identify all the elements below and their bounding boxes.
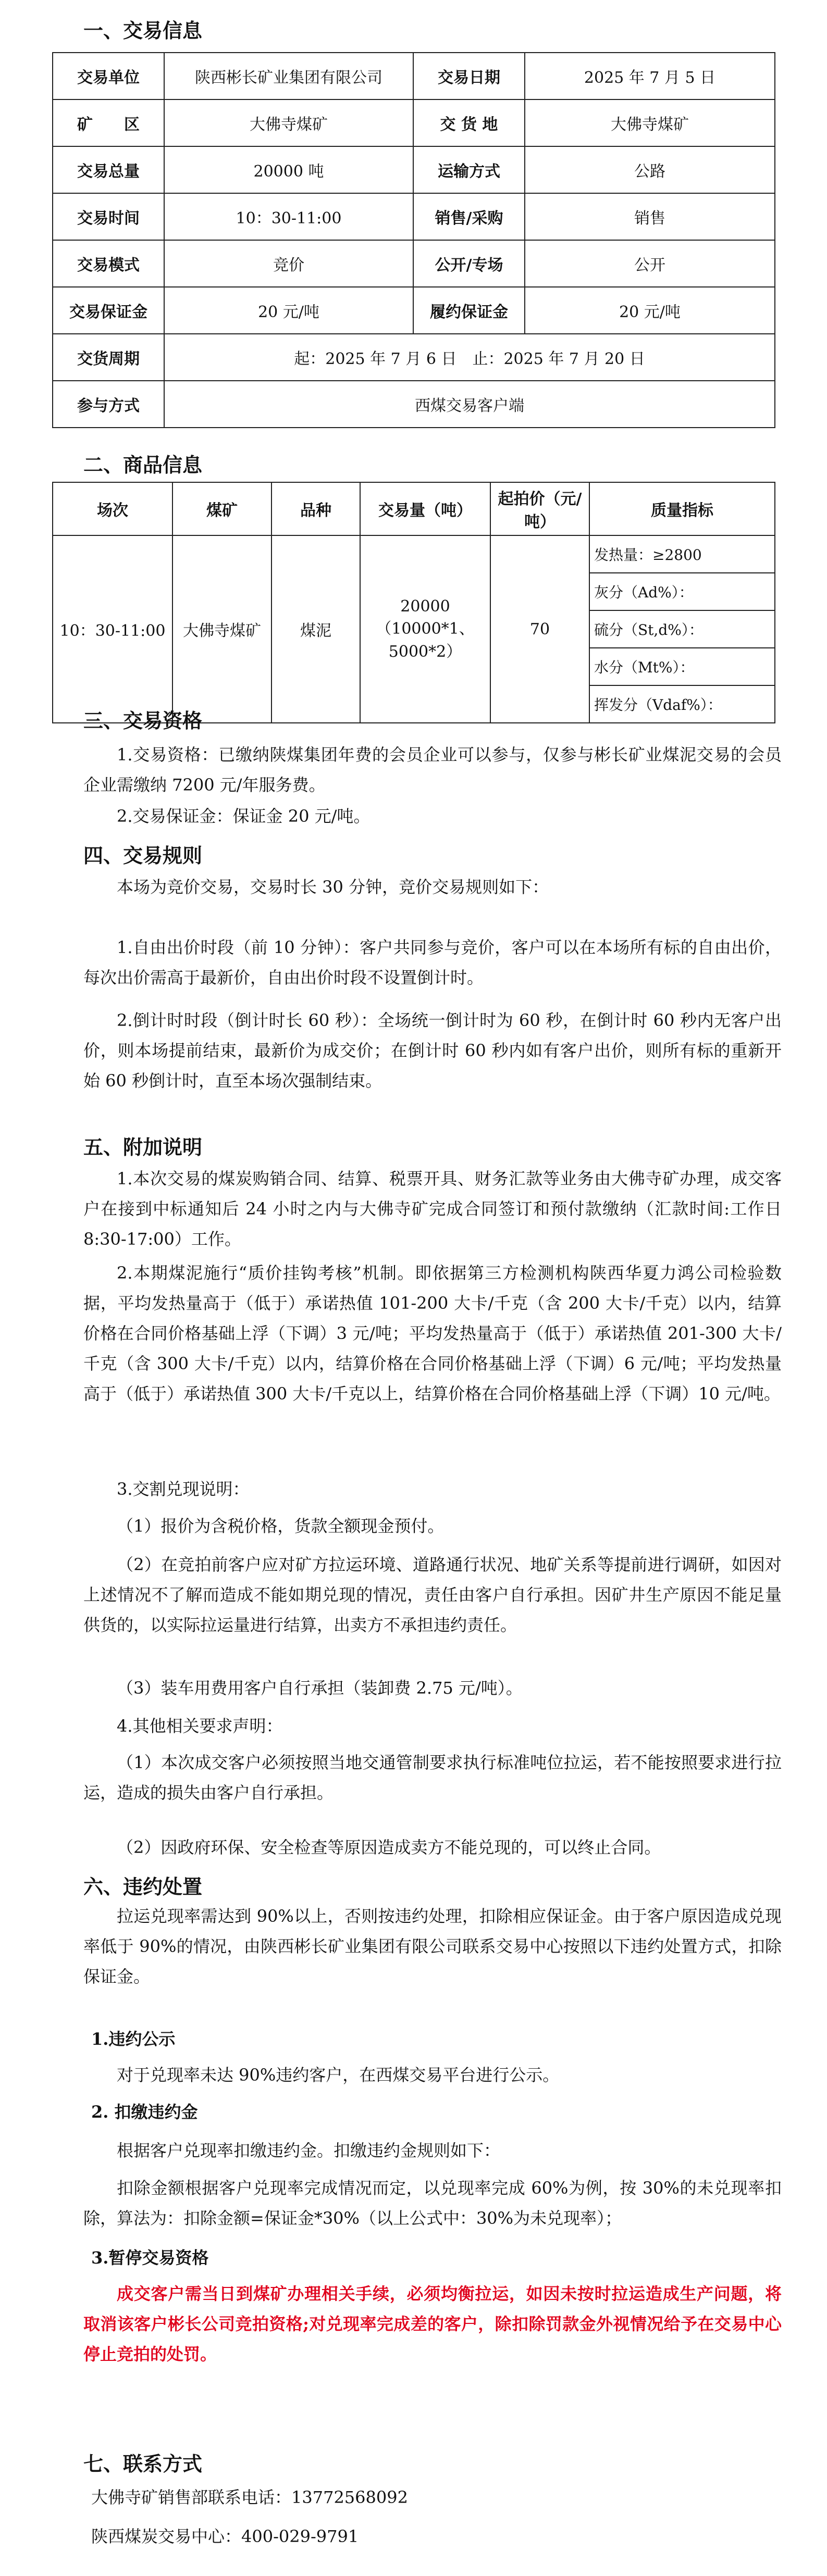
deposit-value: 20 元/吨 [164,287,413,334]
section-title-trade-info: 一、交易信息 [83,19,203,42]
total-label: 交易总量 [53,146,164,193]
section-title-notes: 五、附加说明 [83,1136,203,1159]
quality-calorific: 发热量：≥2800 [589,535,775,573]
default-publicity-text: 对于兑现率未达 90%违约客户，在西煤交易平台进行公示。 [117,2065,560,2085]
quality-moisture: 水分（Mt%）： [589,648,775,685]
goods-table [52,482,775,723]
goods-price: 70 [490,535,589,723]
rules-free-bidding: 1.自由出价时段（前 10 分钟）：客户共同参与竞价，客户可以在本场所有标的自由出价，每次出价需高于最新价，自由出价时段不设置倒计时。 [83,937,782,987]
open-label: 公开/专场 [413,240,525,287]
section-title-goods-info: 二、商品信息 [83,454,203,477]
notes-other-2: （2）因政府环保、安全检查等原因造成卖方不能兑现的，可以终止合同。 [117,1837,661,1857]
goods-mine: 大佛寺煤矿 [172,535,271,723]
mode-label: 交易模式 [53,240,164,287]
notes-delivery-3: （3）装车用费用客户自行承担（装卸费 2.75 元/吨）。 [117,1678,523,1698]
section-title-qualification: 三、交易资格 [83,709,203,732]
notes-other-1: （1）本次成交客户必须按照当地交通管制要求执行标准吨位拉运，若不能按照要求进行拉运，造成的损失由客户自行承担。 [83,1753,782,1803]
seller-label: 交易单位 [53,53,164,99]
table-row [53,193,775,240]
notes-other-heading: 4.其他相关要求声明： [117,1716,283,1736]
table-row [53,53,775,99]
deposit-paragraph: 2.交易保证金：保证金 20 元/吨。 [117,806,371,826]
header-mine: 煤矿 [172,482,271,535]
goods-session: 10：30-11:00 [53,535,172,723]
rules-countdown: 2.倒计时时段（倒计时长 60 秒）：全场统一倒计时为 60 秒，在倒计时 60 秒内无客户出价，则本场提前结束，最新价为成交价；在倒计时 60 秒内如有客户出价，则所有标的重新开始 60 秒倒计时，直至本场次强制结束。 [83,1010,782,1091]
goods-type: 煤泥 [271,535,360,723]
quality-ash: 灰分（Ad%）： [589,573,775,610]
qualification-paragraph: 1.交易资格：已缴纳陕煤集团年费的会员企业可以参与，仅参与彬长矿业煤泥交易的会员企业需缴纳 7200 元/年服务费。 [83,745,782,795]
perf-deposit-value: 20 元/吨 [525,287,775,334]
quality-volatile: 挥发分（Vdaf%）： [589,685,775,723]
table-row [53,99,775,146]
contact-mine-sales: 大佛寺矿销售部联系电话：13772568092 [91,2487,408,2507]
notes-contract: 1.本次交易的煤炭购销合同、结算、税票开具、财务汇款等业务由大佛寺矿办理，成交客户在接到中标通知后 24 小时之内与大佛寺矿完成合同签订和预付款缴纳（汇款时间:工作日 8:30-17:00）工作。 [83,1169,782,1249]
notes-quality-price: 2.本期煤泥施行“质价挂钩考核”机制。即依据第三方检测机构陕西华夏力鸿公司检验数据，平均发热量高于（低于）承诺热值 101-200 大卡/千克（含 200 大卡/千克）以内，结算价格在合同价格基础上浮（下调）3 元/吨；平均发热量高于（低于）承诺热值 201-300 大卡/千克（含 300 大卡/千克）以内，结算价格在合同价格基础上浮（下调）6 元/吨；平均发热量高于（低于）承诺热值 300 大卡/千克以上，结算价格在合同价格基础上浮（下调）10 元/吨。 [83,1263,782,1404]
section-title-rules: 四、交易规则 [83,844,203,867]
delivery-label: 交 货 地 [413,99,525,146]
seller-value: 陕西彬长矿业集团有限公司 [164,53,413,99]
perf-deposit-label: 履约保证金 [413,287,525,334]
section-title-contact: 七、联系方式 [83,2453,203,2475]
header-price: 起拍价（元/吨） [490,482,589,535]
quality-sulfur: 硫分（St,d%）： [589,610,775,648]
sale-label: 销售/采购 [413,193,525,240]
sale-value: 销售 [525,193,775,240]
mine-label: 矿 区 [53,99,164,146]
header-session: 场次 [53,482,172,535]
date-value: 2025 年 7 月 5 日 [525,53,775,99]
table-row [53,146,775,193]
mode-value: 竞价 [164,240,413,287]
open-value: 公开 [525,240,775,287]
default-suspension-text: 成交客户需当日到煤矿办理相关手续，必须均衡拉运，如因未按时拉运造成生产问题，将取消该客户彬长公司竞拍资格;对兑现率完成差的客户，除扣除罚款金外视情况给予在交易中心停止竞拍的处罚。 [83,2284,782,2364]
default-penalty-heading: 2. 扣缴违约金 [91,2102,198,2122]
table-row [53,535,775,573]
deposit-label: 交易保证金 [53,287,164,334]
default-publicity-heading: 1.违约公示 [91,2029,176,2049]
default-penalty-rule: 根据客户兑现率扣缴违约金。扣缴违约金规则如下： [117,2141,501,2160]
default-suspension-heading: 3.暂停交易资格 [91,2248,209,2268]
header-volume: 交易量（吨） [360,482,490,535]
notes-delivery-1: （1）报价为含税价格，货款全额现金预付。 [117,1516,445,1536]
table-row [53,381,775,428]
table-row [53,287,775,334]
contact-exchange-center: 陕西煤炭交易中心：400-029-9791 [91,2527,359,2546]
join-value: 西煤交易客户端 [164,381,775,428]
table-row [53,334,775,381]
default-intro: 拉运兑现率需达到 90%以上，否则按违约处理，扣除相应保证金。由于客户原因造成兑现率低于 90%的情况，由陕西彬长矿业集团有限公司联系交易中心按照以下违约处置方式，扣除保证金。 [83,1906,782,1986]
table-row [53,240,775,287]
notes-delivery-heading: 3.交割兑现说明： [117,1479,250,1499]
delivery-value: 大佛寺煤矿 [525,99,775,146]
total-value: 20000 吨 [164,146,413,193]
goods-volume: 20000（10000*1、5000*2） [360,535,490,723]
period-label: 交货周期 [53,334,164,381]
transport-value: 公路 [525,146,775,193]
time-label: 交易时间 [53,193,164,240]
header-quality: 质量指标 [589,482,775,535]
section-title-default: 六、违约处置 [83,1875,203,1898]
mine-value: 大佛寺煤矿 [164,99,413,146]
period-value: 起：2025 年 7 月 6 日 止：2025 年 7 月 20 日 [164,334,775,381]
trade-info-table [52,52,775,428]
rules-intro: 本场为竞价交易，交易时长 30 分钟，竞价交易规则如下： [117,877,549,897]
date-label: 交易日期 [413,53,525,99]
transport-label: 运输方式 [413,146,525,193]
default-penalty-formula: 扣除金额根据客户兑现率完成情况而定，以兑现率完成 60%为例，按 30%的未兑现率扣除，算法为：扣除金额=保证金*30%（以上公式中：30%为未兑现率）； [83,2178,782,2228]
join-label: 参与方式 [53,381,164,428]
notes-delivery-2: （2）在竞拍前客户应对矿方拉运环境、道路通行状况、地矿关系等提前进行调研，如因对上述情况不了解而造成不能如期兑现的情况，责任由客户自行承担。因矿井生产原因不能足量供货的，以实际拉运量进行结算，出卖方不承担违约责任。 [83,1555,782,1635]
table-header-row [53,482,775,535]
time-value: 10：30-11:00 [164,193,413,240]
header-type: 品种 [271,482,360,535]
